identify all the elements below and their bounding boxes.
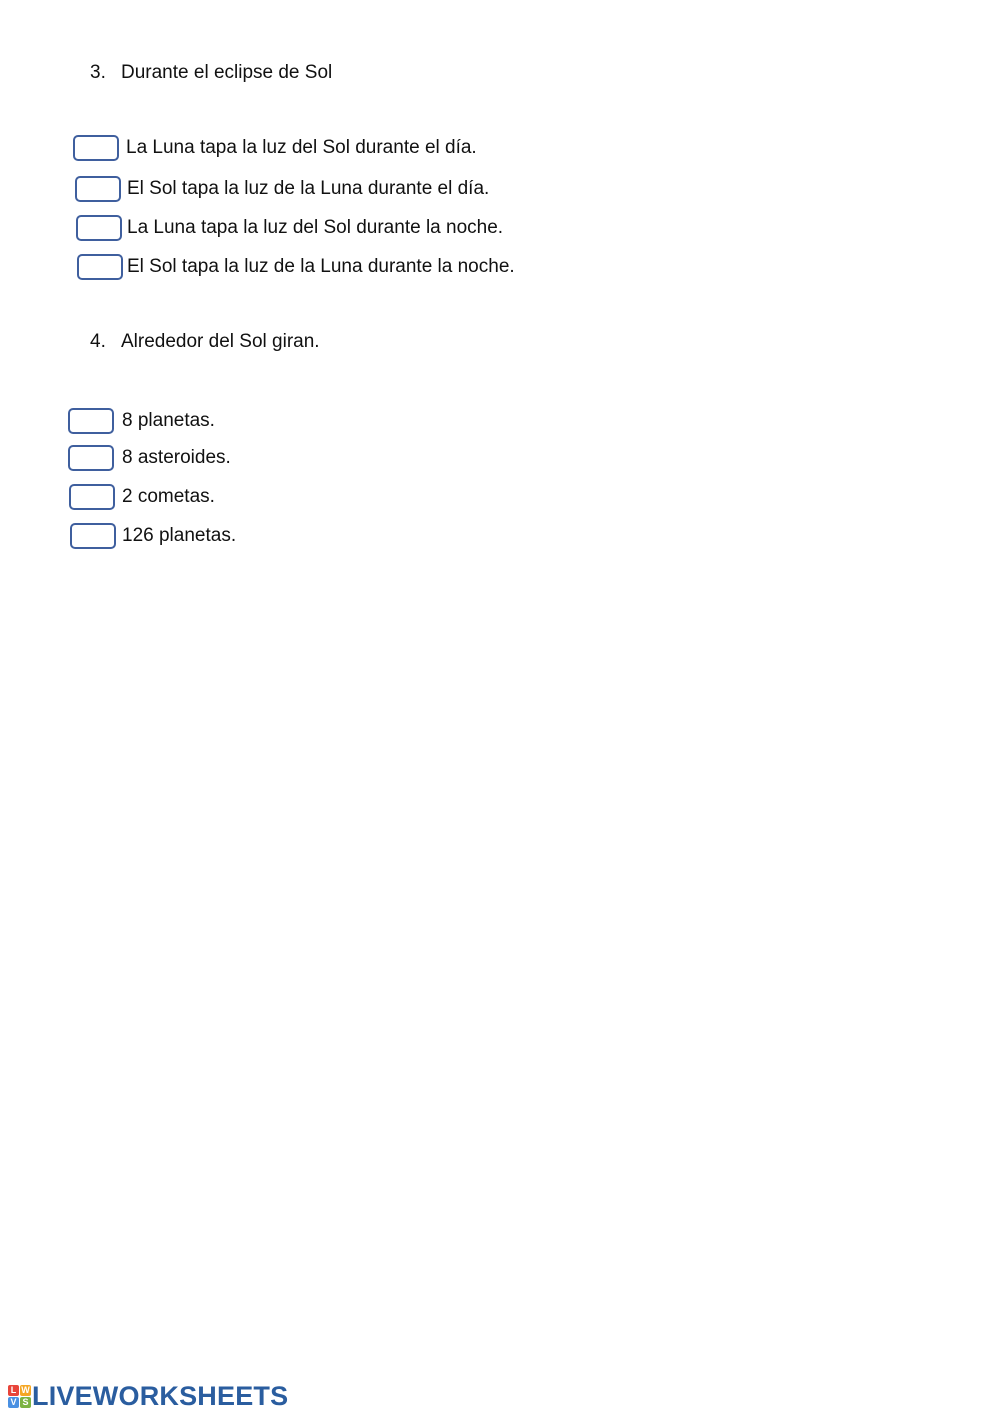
question-4-number: 4. [90, 331, 106, 352]
answer-box[interactable] [70, 523, 116, 549]
question-3-number: 3. [90, 62, 106, 83]
option-label: 2 cometas. [122, 486, 215, 507]
logo-text: LIVEWORKSHEETS [32, 1380, 289, 1411]
liveworksheets-logo [8, 1381, 288, 1411]
question-4-option-2 [68, 444, 231, 472]
option-label: 8 asteroides. [122, 447, 231, 468]
logo-letter: L [8, 1385, 19, 1396]
question-4-option-3 [69, 483, 215, 511]
answer-box[interactable] [77, 254, 123, 280]
option-label: 126 planetas. [122, 525, 237, 546]
answer-box[interactable] [76, 215, 122, 241]
option-label: La Luna tapa la luz del Sol durante el día. [126, 137, 477, 158]
option-label: 8 planetas. [122, 410, 215, 431]
question-4-text: Alrededor del Sol giran. [121, 331, 320, 352]
question-3-option-4 [77, 253, 515, 281]
question-4-option-4 [70, 522, 236, 550]
answer-box[interactable] [73, 135, 119, 161]
question-4-prompt [90, 330, 320, 354]
logo-letter: S [20, 1397, 31, 1408]
answer-box[interactable] [68, 408, 114, 434]
answer-box[interactable] [75, 176, 121, 202]
question-3-option-3 [76, 214, 503, 242]
question-3-text: Durante el eclipse de Sol [121, 62, 333, 83]
question-3-option-2 [75, 175, 489, 203]
question-3-prompt [90, 61, 332, 85]
answer-box[interactable] [68, 445, 114, 471]
question-3-option-1 [73, 134, 477, 162]
option-label: El Sol tapa la luz de la Luna durante la noche. [127, 256, 515, 277]
answer-box[interactable] [69, 484, 115, 510]
logo-letter: W [21, 1384, 30, 1395]
option-label: La Luna tapa la luz del Sol durante la noche. [127, 217, 504, 238]
logo-mark-icon [8, 1385, 31, 1408]
question-4-option-1 [68, 407, 215, 435]
option-label: El Sol tapa la luz de la Luna durante el día. [127, 178, 490, 199]
logo-letter: V [8, 1397, 19, 1408]
